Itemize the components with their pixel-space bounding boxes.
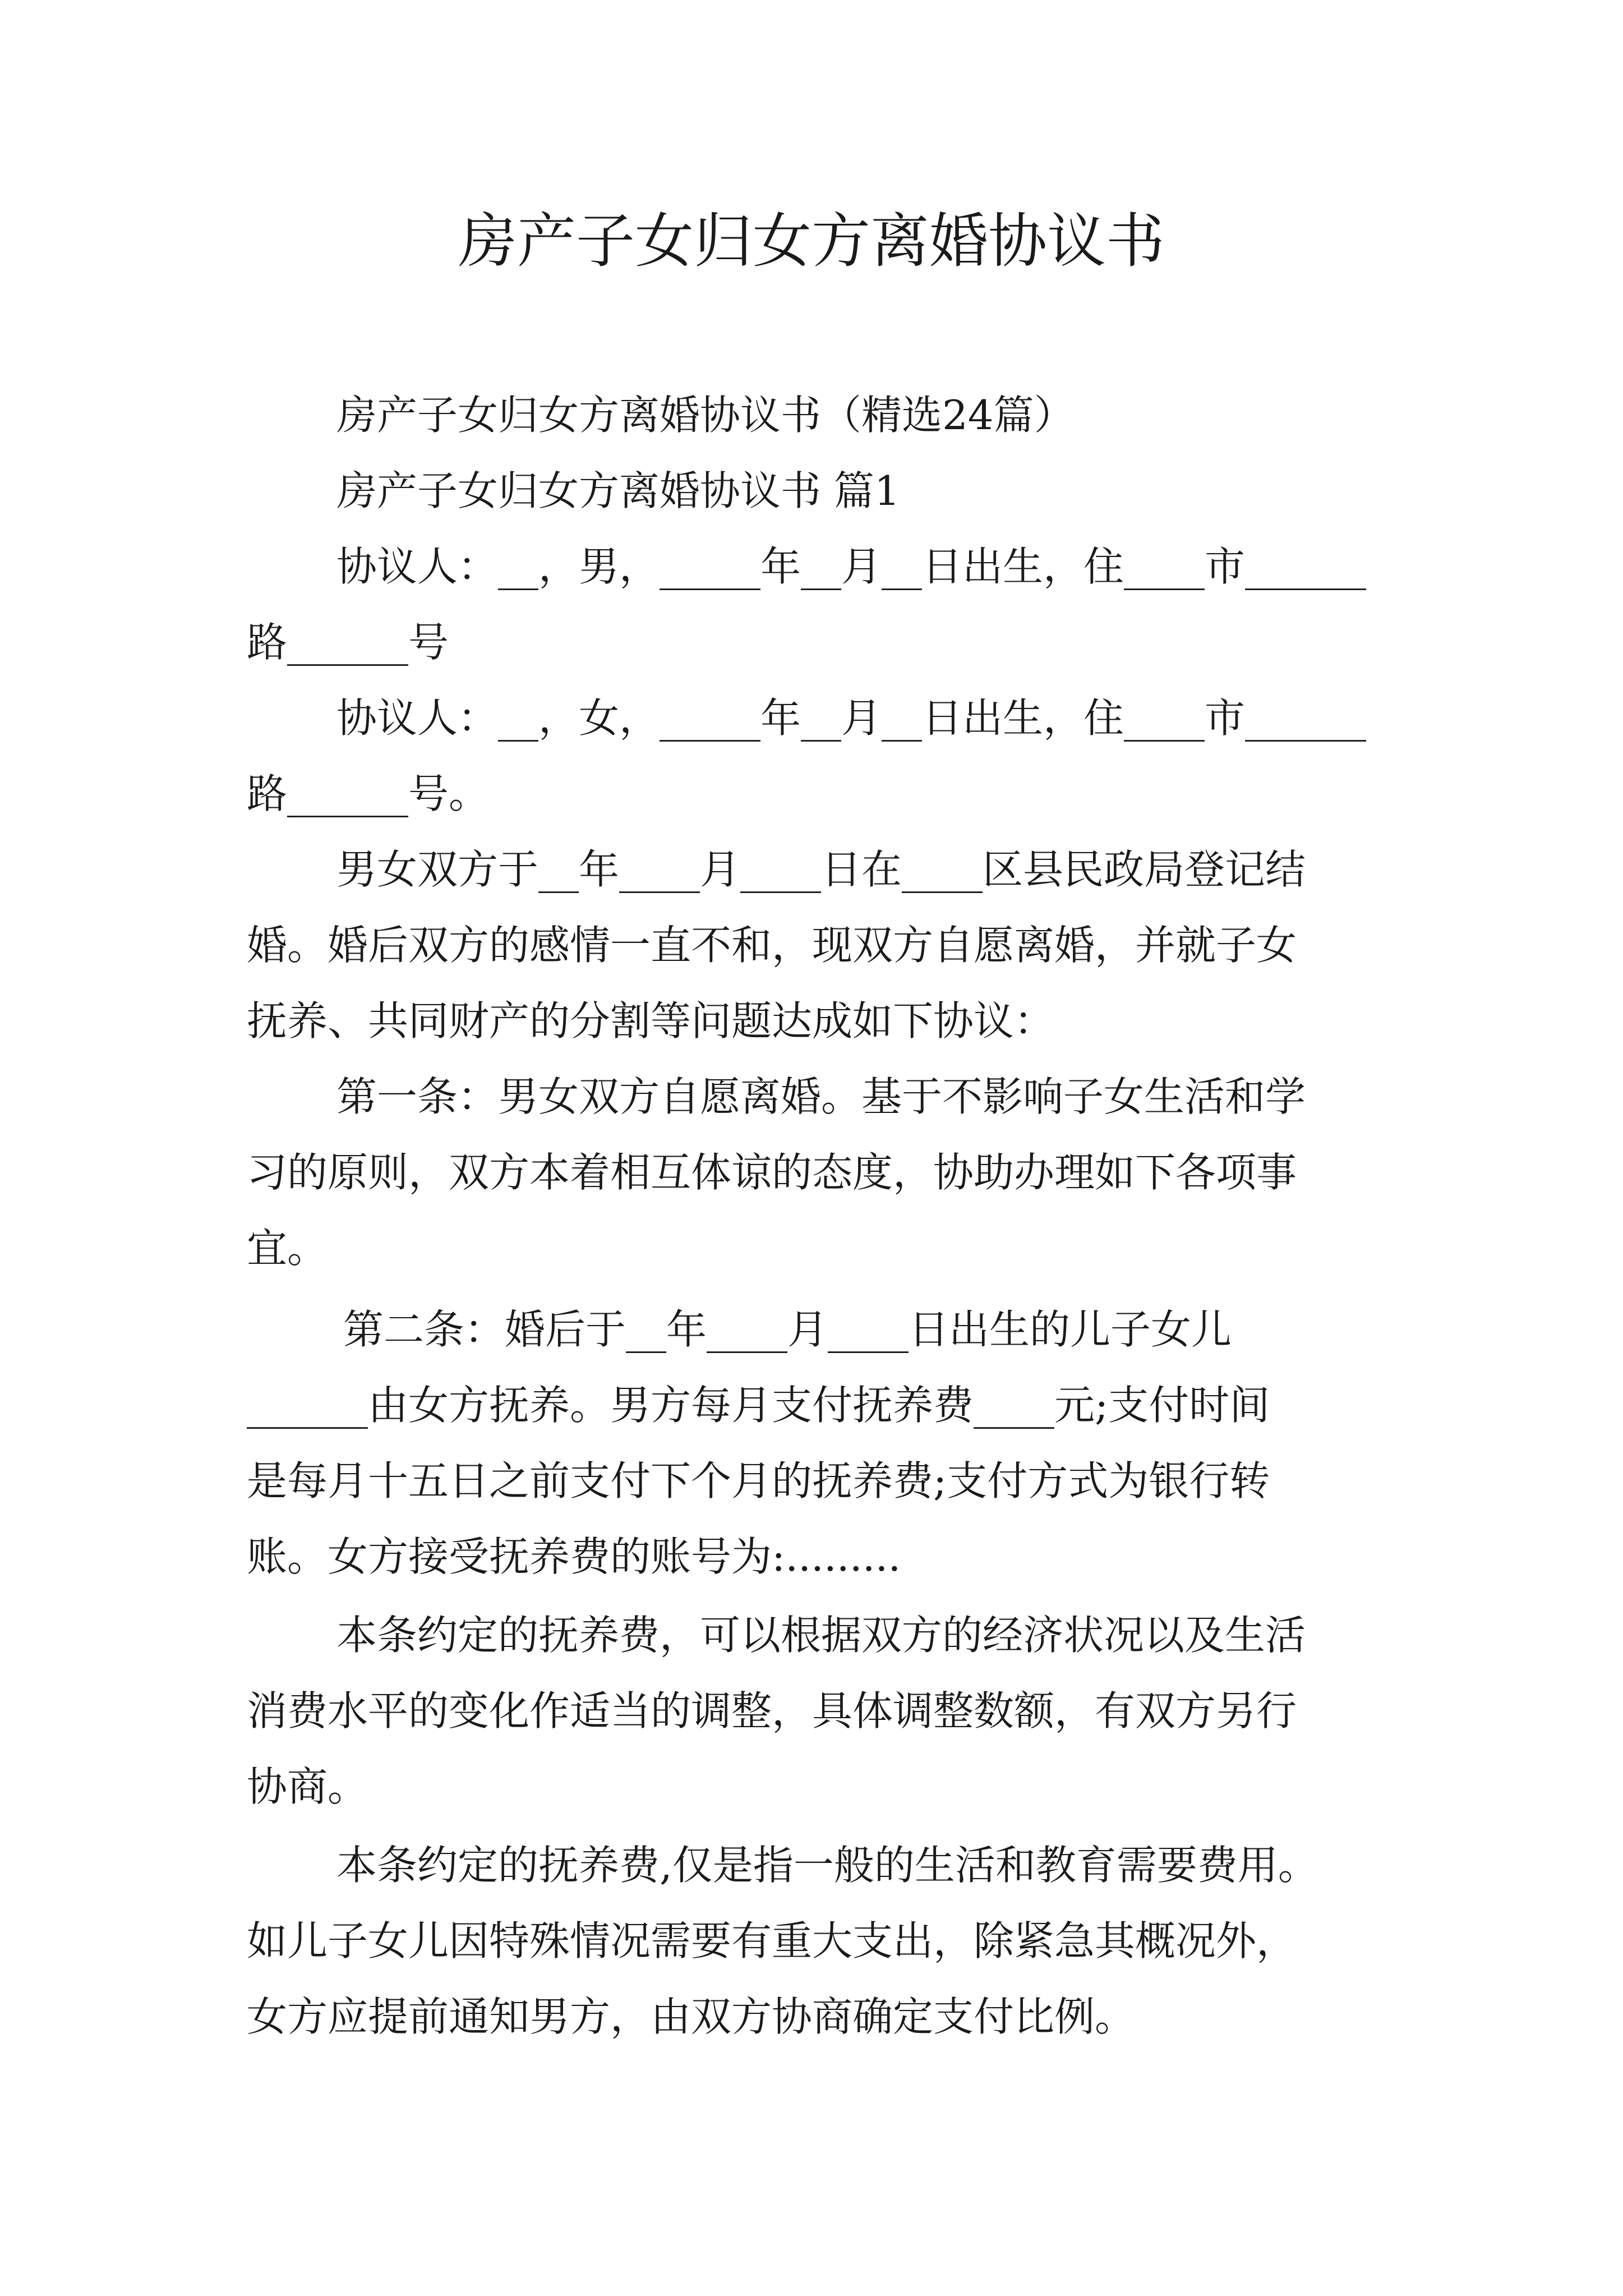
document-title: 房产子女归女方离婚协议书 <box>458 207 1165 275</box>
paragraph-line: 第一条：男女双方自愿离婚。基于不影响子女生活和学 <box>336 1073 1306 1120</box>
paragraph-line: 本条约定的抚养费，可以根据双方的经济状况以及生活 <box>336 1612 1306 1659</box>
paragraph-line: 如儿子女儿因特殊情况需要有重大支出，除紧急其概况外， <box>247 1917 1297 1964</box>
paragraph-line: 男女双方于__年____月____日在____区县民政局登记结 <box>336 846 1306 893</box>
paragraph-line: 协商。 <box>247 1763 368 1810</box>
paragraph-line: 账。女方接受抚养费的账号为:......... <box>247 1533 901 1580</box>
paragraph-line: 路______号。 <box>247 770 490 817</box>
paragraph-line: 本条约定的抚养费,仅是指一般的生活和教育需要费用。 <box>336 1842 1318 1889</box>
section-heading: 房产子女归女方离婚协议书 篇1 <box>336 467 900 514</box>
paragraph-line: 抚养、共同财产的分割等问题达成如下协议： <box>247 997 1055 1045</box>
paragraph-line: 消费水平的变化作适当的调整，具体调整数额，有双方另行 <box>247 1687 1297 1734</box>
paragraph-line: 第二条：婚后于__年____月____日出生的儿子女儿 <box>343 1306 1232 1353</box>
paragraph-line: 婚。婚后双方的感情一直不和，现双方自愿离婚，并就子女 <box>247 922 1297 969</box>
paragraph-line: 协议人：__，男，_____年__月__日出生，住____市______ <box>336 543 1367 590</box>
paragraph-line: 习的原则，双方本着相互体谅的态度，协助办理如下各项事 <box>247 1149 1297 1196</box>
paragraph-line: 宜。 <box>247 1225 328 1272</box>
paragraph-line: 女方应提前通知男方，由双方协商确定支付比例。 <box>247 1993 1136 2040</box>
paragraph-line: ______由女方抚养。男方每月支付抚养费____元;支付时间 <box>247 1382 1270 1429</box>
document-subtitle: 房产子女归女方离婚协议书（精选24篇） <box>336 392 1075 439</box>
paragraph-line: 是每月十五日之前支付下个月的抚养费;支付方式为银行转 <box>247 1457 1270 1504</box>
paragraph-line: 协议人：__，女，_____年__月__日出生，住____市______ <box>336 694 1367 742</box>
paragraph-line: 路______号 <box>247 619 449 666</box>
